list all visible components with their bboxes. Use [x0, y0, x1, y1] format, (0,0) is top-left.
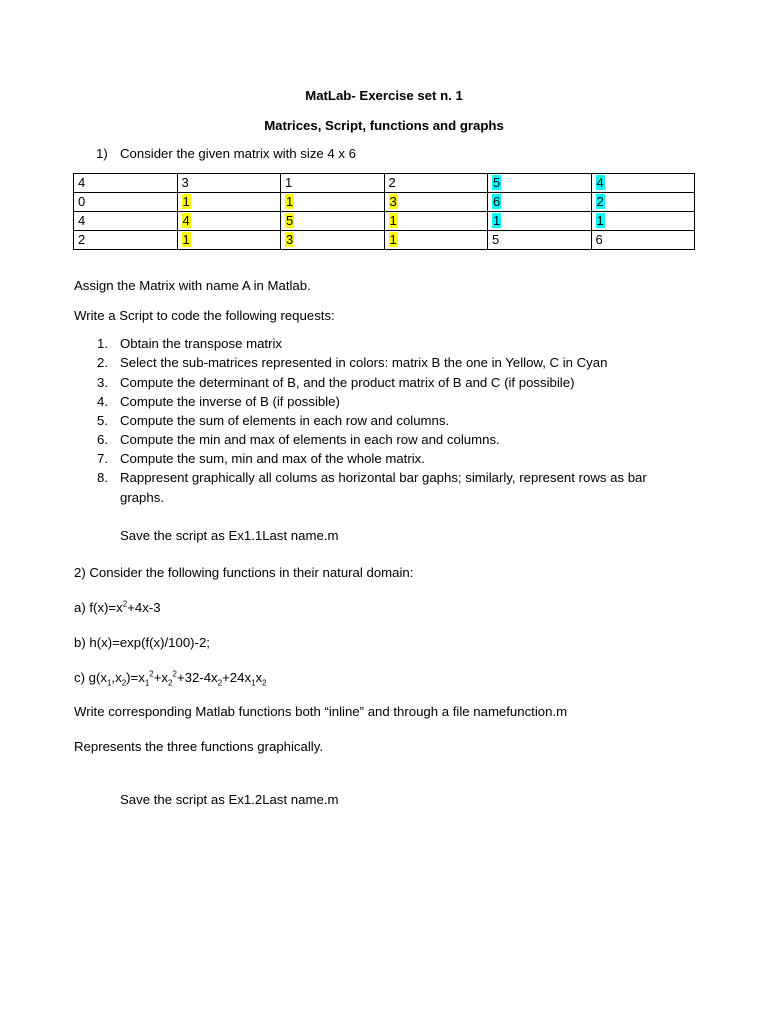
matrix-cell-value: 5	[286, 213, 294, 228]
matrix-cell	[488, 174, 592, 193]
table-row	[74, 174, 695, 193]
matrix-cell	[591, 193, 695, 212]
list-item-number: 6.	[97, 432, 108, 447]
table-row	[74, 231, 695, 250]
question-1-number: 1)	[96, 146, 108, 161]
list-item-text: Rappresent graphically all colums as horizontal bar gaphs; similarly, represent rows as bar	[120, 470, 647, 485]
matrix-cell	[74, 193, 178, 212]
script-intro: Write a Script to code the following requests:	[74, 308, 335, 323]
matrix-cell	[177, 231, 281, 250]
question-1-text: Consider the given matrix with size 4 x 6	[120, 146, 357, 161]
matrix-cell	[74, 212, 178, 231]
list-item-number: 1.	[97, 336, 108, 351]
matrix-cell-value: 3	[389, 194, 397, 209]
matrix-cell-value: 6	[595, 232, 603, 247]
matrix-cell-value: 5	[492, 232, 500, 247]
matrix-cell	[281, 174, 385, 193]
function-c: c) $g(x_1,x_2)=x_1^2+x_2^2+32-4x_2+24x_1x_2$	[74, 669, 267, 688]
matrix-cell	[384, 231, 488, 250]
matrix-cell	[488, 231, 592, 250]
matrix-cell	[177, 212, 281, 231]
matrix-cell	[591, 231, 695, 250]
function-a: a) $f(x)=x^2+4x-3$	[74, 599, 161, 615]
matrix-cell-value: 1	[286, 194, 294, 209]
matrix-cell-value: 6	[493, 194, 501, 209]
save-instruction-1: Save the script as Ex1.1Last name.m	[120, 528, 339, 543]
list-item-text-continued: graphs.	[120, 490, 164, 505]
matrix-cell-value: 2	[596, 194, 604, 209]
matrix-cell-value: 4	[182, 213, 190, 228]
matrix-cell-value: 3	[286, 232, 294, 247]
matrix-cell	[591, 212, 695, 231]
document-subtitle: Matrices, Script, functions and graphs	[264, 118, 504, 133]
document-title: MatLab- Exercise set n. 1	[305, 88, 463, 103]
matrix-cell	[384, 174, 488, 193]
table-row	[74, 212, 695, 231]
matrix-cell	[177, 193, 281, 212]
matrix-cell-value: 1	[596, 213, 604, 228]
matrix-cell-value: 1	[182, 194, 190, 209]
matrix-cell-value: 4	[78, 175, 86, 190]
table-row	[74, 193, 695, 212]
matrix-cell-value: 1	[182, 232, 190, 247]
list-item-number: 7.	[97, 451, 108, 466]
matrix-cell-value: 1	[389, 232, 397, 247]
matrix-cell-value: 4	[596, 175, 604, 190]
matrix-cell	[488, 212, 592, 231]
list-item-text: Compute the min and max of elements in each row and columns.	[120, 432, 500, 447]
list-item-text: Obtain the transpose matrix	[120, 336, 282, 351]
matrix-cell-value: 1	[493, 213, 501, 228]
represent-instruction: Represents the three functions graphically.	[74, 739, 323, 754]
matrix-cell	[281, 193, 385, 212]
list-item-number: 5.	[97, 413, 108, 428]
matrix-cell	[281, 231, 385, 250]
list-item-number: 8.	[97, 470, 108, 485]
matrix-cell	[384, 212, 488, 231]
matrix-cell-value: 1	[389, 213, 397, 228]
matrix-cell-value: 2	[388, 175, 396, 190]
matrix-cell	[591, 174, 695, 193]
matrix-cell	[74, 231, 178, 250]
matrix-cell-value: 1	[285, 175, 293, 190]
assign-instruction: Assign the Matrix with name A in Matlab.	[74, 278, 311, 293]
matrix-cell	[177, 174, 281, 193]
list-item-text: Compute the determinant of B, and the product matrix of B and C (if possibile)	[120, 375, 575, 390]
list-item-text: Compute the sum, min and max of the whole matrix.	[120, 451, 425, 466]
matrix-cell	[384, 193, 488, 212]
list-item-text: Select the sub-matrices represented in colors: matrix B the one in Yellow, C in Cyan	[120, 355, 608, 370]
list-item-number: 2.	[97, 355, 108, 370]
save-instruction-2: Save the script as Ex1.2Last name.m	[120, 792, 339, 807]
list-item-text: Compute the inverse of B (if possible)	[120, 394, 340, 409]
matrix-cell-value: 4	[78, 213, 86, 228]
matrix-cell-value: 3	[181, 175, 189, 190]
matrix-cell-value: 2	[78, 232, 86, 247]
matrix-cell	[488, 193, 592, 212]
matrix-cell-value: 5	[493, 175, 501, 190]
question-2-intro: 2) Consider the following functions in their natural domain:	[74, 565, 414, 580]
function-b: b) h(x)=exp(f(x)/100)-2;	[74, 635, 210, 650]
list-item-number: 3.	[97, 375, 108, 390]
list-item-text: Compute the sum of elements in each row and columns.	[120, 413, 450, 428]
matrix-cell-value: 0	[78, 194, 86, 209]
list-item-number: 4.	[97, 394, 108, 409]
matrix-table	[73, 173, 695, 250]
matrix-cell	[74, 174, 178, 193]
write-functions-instruction: Write corresponding Matlab functions both “inline” and through a file namefunction.m	[74, 704, 568, 719]
matrix-cell	[281, 212, 385, 231]
